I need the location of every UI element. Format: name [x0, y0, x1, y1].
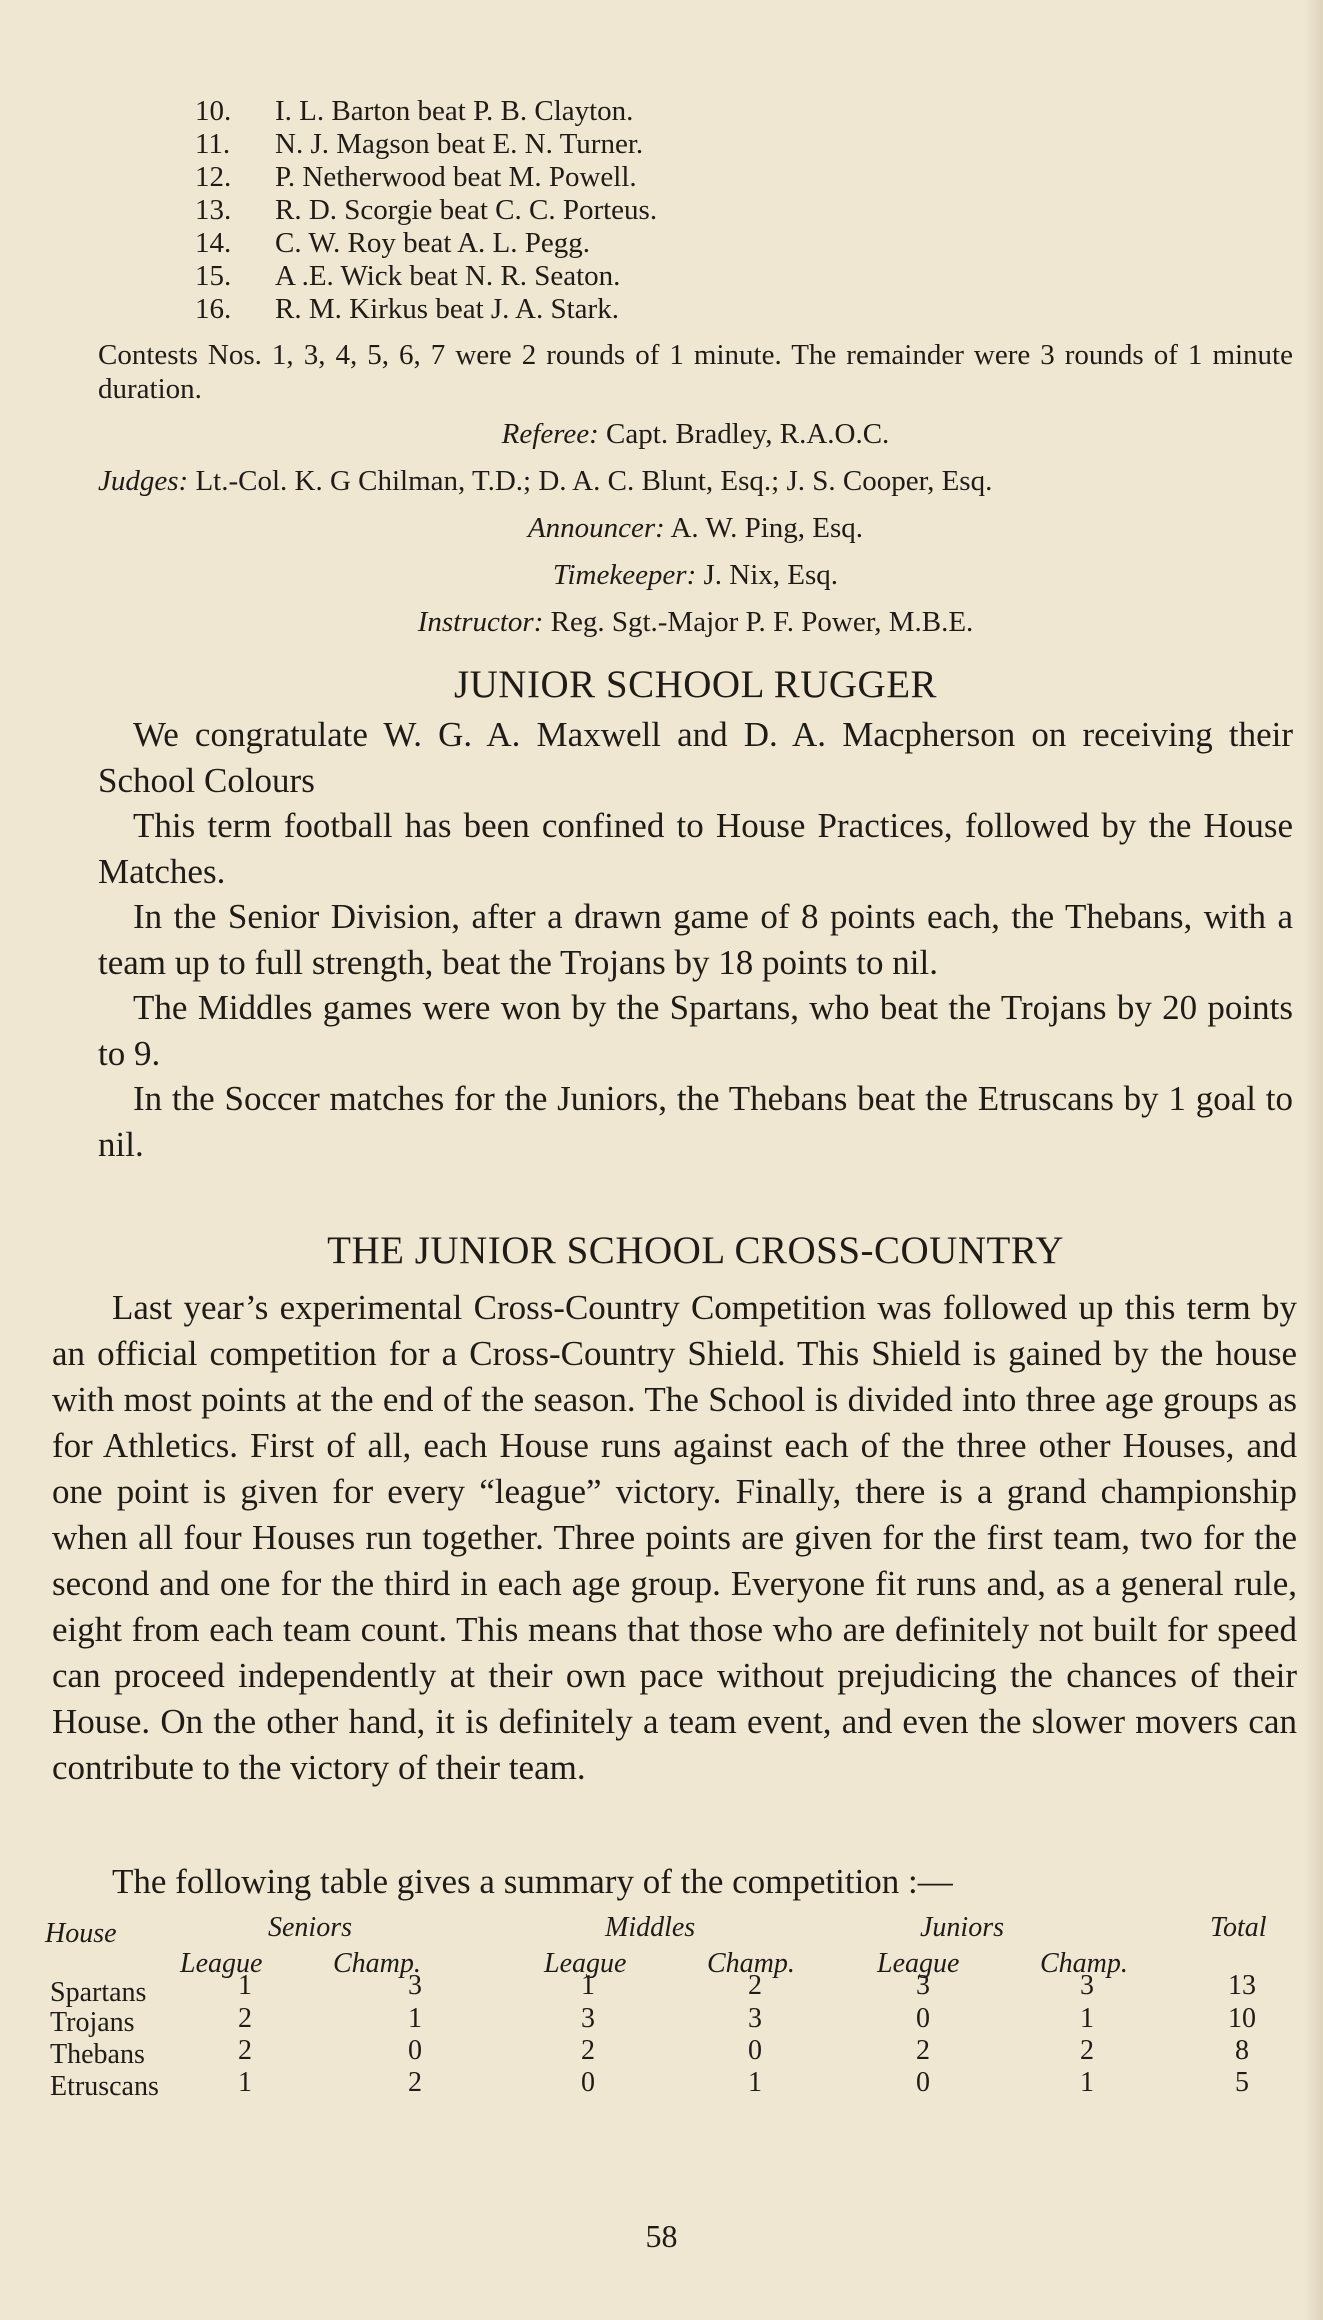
table-cell: 0	[748, 2035, 762, 2066]
table-cell: 3	[916, 1970, 930, 2001]
page-number: 58	[645, 2218, 678, 2254]
sub-header: League	[877, 1948, 960, 1979]
house-name: Spartans	[50, 1977, 147, 2008]
judges-line: Judges: Lt.-Col. K. G Chilman, T.D.; D. A. C. Blunt, Esq.; J. S. Cooper, Esq.	[98, 465, 993, 497]
sub-header: League	[544, 1948, 627, 1979]
table-cell: 0	[916, 2067, 930, 2098]
house-name: Trojans	[50, 2007, 135, 2038]
table-cell: 1	[408, 2003, 422, 2034]
table-cell: 2	[748, 1970, 762, 2001]
house-header: House	[45, 1918, 117, 1949]
result-item: 15. A .E. Wick beat N. R. Seaton.	[195, 260, 621, 292]
rugger-paragraph: This term football has been confined to House Practices, followed by the House Matches.	[98, 806, 1293, 891]
table-cell: 1	[1080, 2067, 1094, 2098]
total-cell: 5	[1235, 2067, 1249, 2098]
crosscountry-heading: THE JUNIOR SCHOOL CROSS-COUNTRY	[327, 1229, 1064, 1272]
rugger-heading: JUNIOR SCHOOL RUGGER	[453, 663, 938, 706]
table-cell: 3	[408, 1970, 422, 2001]
referee-line: Referee: Capt. Bradley, R.A.O.C.	[501, 418, 890, 450]
table-cell: 1	[238, 1970, 252, 2001]
timekeeper-line: Timekeeper: J. Nix, Esq.	[552, 559, 839, 591]
table-cell: 1	[581, 1970, 595, 2001]
crosscountry-paragraph: Last year’s experimental Cross-Country Competition was followed up this term by an official competition for a Cross-Country Shield. This Shield is gained by the house with most points at the end of the season. The School is divided into three age groups as for Athletics. First of all, each House runs against each of the three other Houses, and one point is given for every “league” victory. Finally, there is a grand championship when all four Houses run together. Three points are given for the first team, two for the second and one for the third in each age group. Everyone fit runs and, as a general rule, eight from each team count. This means that those who are definitely not built for speed can proceed independently at their own pace without prejudicing the chances of their House. On the other hand, it is definitely a team event, and even the slower movers can contribute to the victory of their team.	[52, 1288, 1297, 1787]
sub-header: Champ.	[333, 1948, 421, 1979]
result-item: 13. R. D. Scorgie beat C. C. Porteus.	[195, 194, 658, 226]
rugger-body	[98, 712, 1293, 1167]
boxing-results-list	[195, 95, 657, 326]
sub-header: League	[180, 1948, 263, 1979]
table-cell: 3	[581, 2003, 595, 2034]
total-cell: 8	[1235, 2035, 1249, 2066]
table-intro: The following table gives a summary of the competition :—	[112, 1862, 953, 1901]
table-cell: 2	[581, 2035, 595, 2066]
table-cell: 2	[1080, 2035, 1094, 2066]
table-cell: 0	[581, 2067, 595, 2098]
rugger-paragraph: In the Soccer matches for the Juniors, the Thebans beat the Etruscans by 1 goal to nil.	[98, 1079, 1293, 1164]
result-item: 11. N. J. Magson beat E. N. Turner.	[195, 128, 644, 160]
table-cell: 2	[916, 2035, 930, 2066]
table-cell: 3	[1080, 1970, 1094, 2001]
total-cell: 13	[1228, 1970, 1256, 2001]
rugger-paragraph: We congratulate W. G. A. Maxwell and D. A. Macpherson on receiving their School Colours	[98, 715, 1293, 800]
table-cell: 2	[238, 2035, 252, 2066]
table-cell: 0	[408, 2035, 422, 2066]
contests-note: Contests Nos. 1, 3, 4, 5, 6, 7 were 2 rounds of 1 minute. The remainder were 3 rounds of 1 minute duration.	[98, 339, 1293, 405]
result-item: 16. R. M. Kirkus beat J. A. Stark.	[195, 293, 619, 325]
group-header: Middles	[605, 1912, 696, 1943]
total-cell: 10	[1228, 2003, 1256, 2034]
table-cell: 1	[1080, 2003, 1094, 2034]
result-item: 12. P. Netherwood beat M. Powell.	[195, 161, 637, 193]
table-cell: 3	[748, 2003, 762, 2034]
result-item: 10. I. L. Barton beat P. B. Clayton.	[195, 95, 634, 127]
result-item: 14. C. W. Roy beat A. L. Pegg.	[195, 227, 590, 259]
rugger-paragraph: In the Senior Division, after a drawn game of 8 points each, the Thebans, with a team up to full strength, beat the Trojans by 18 points to nil.	[98, 897, 1293, 982]
table-cell: 0	[916, 2003, 930, 2034]
sub-header: Champ.	[707, 1948, 795, 1979]
table-cell: 2	[408, 2067, 422, 2098]
page-edge-shadow	[1305, 0, 1323, 2320]
rugger-paragraph: The Middles games were won by the Spartans, who beat the Trojans by 20 points to 9.	[98, 988, 1293, 1073]
sub-header: Champ.	[1040, 1948, 1128, 1979]
table-cell: 1	[748, 2067, 762, 2098]
officials-list	[98, 411, 1293, 646]
announcer-line: Announcer: A. W. Ping, Esq.	[527, 512, 864, 544]
house-name: Thebans	[50, 2039, 145, 2070]
group-header: Juniors	[920, 1912, 1004, 1943]
house-name: Etruscans	[50, 2071, 159, 2102]
group-header: Seniors	[268, 1912, 352, 1943]
table-cell: 1	[238, 2067, 252, 2098]
table-cell: 2	[238, 2003, 252, 2034]
crosscountry-body	[52, 1285, 1297, 1791]
instructor-line: Instructor: Reg. Sgt.-Major P. F. Power, M.B.E.	[417, 606, 974, 638]
total-header: Total	[1210, 1912, 1267, 1943]
